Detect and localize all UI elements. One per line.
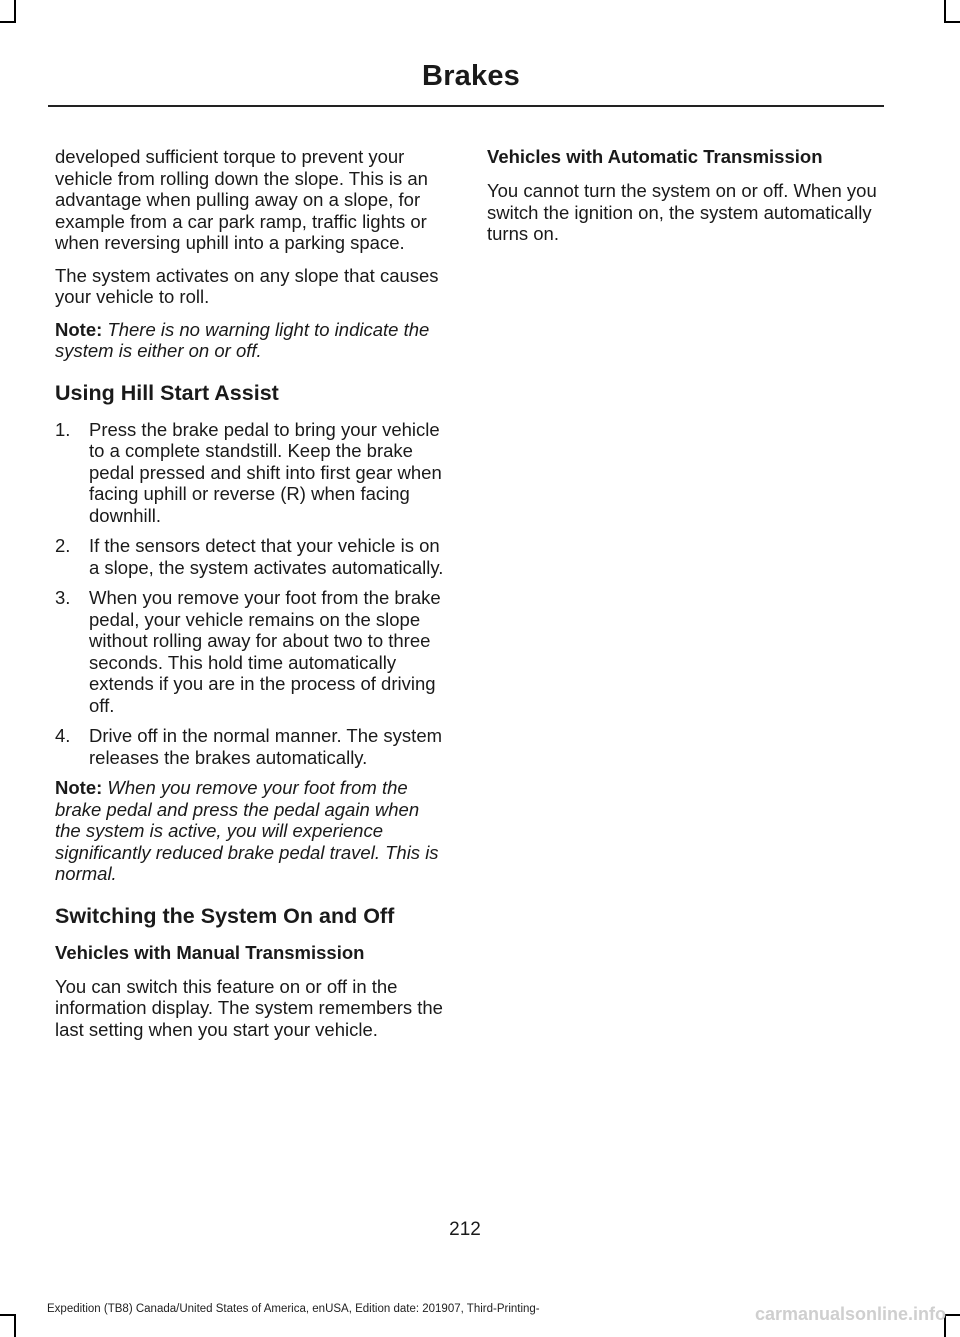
step-number: 3. xyxy=(55,587,71,608)
crop-mark-top-right-horizontal xyxy=(944,21,960,23)
subheading-automatic-transmission: Vehicles with Automatic Transmission xyxy=(487,146,823,167)
note-label: Note: xyxy=(55,777,103,798)
crop-mark-bottom-right-horizontal xyxy=(944,1314,960,1316)
right-column xyxy=(487,146,887,256)
page-title: Brakes xyxy=(422,60,520,92)
section-heading-switching-system: Switching the System On and Off xyxy=(55,903,395,928)
manual-transmission-paragraph: You can switch this feature on or off in the information display. The system remembers the last setting when you start your vehicle. xyxy=(55,975,443,1040)
crop-mark-bottom-left-horizontal xyxy=(0,1314,16,1316)
step-number: 1. xyxy=(55,418,71,440)
automatic-transmission-paragraph: You cannot turn the system on or off. When you switch the ignition on, the system automatically turns on. xyxy=(487,180,877,244)
subheading-manual-transmission: Vehicles with Manual Transmission xyxy=(55,941,365,963)
step-text: Drive off in the normal manner. The system releases the brakes automatically. xyxy=(89,725,443,768)
step-number: 4. xyxy=(55,725,71,746)
crop-mark-top-right-vertical xyxy=(944,0,946,22)
list-item xyxy=(55,419,448,527)
note-label: Note: xyxy=(55,318,103,340)
crop-mark-bottom-left-vertical xyxy=(14,1316,16,1337)
intro-paragraph: developed sufficient torque to prevent your vehicle from rolling down the slope. This is an advantage when pulling away on a slope, for example from a car park ramp, traffic lights or when reversing uphill into a parking space. xyxy=(55,146,428,253)
activation-paragraph: The system activates on any slope that causes your vehicle to roll. xyxy=(55,264,439,307)
left-column xyxy=(55,146,448,1051)
step-text: When you remove your foot from the brake pedal, your vehicle remains on the slope without rolling away for about two to three seconds. This hold time automatically extends if you are in the process of driving off. xyxy=(89,587,441,716)
crop-mark-top-left-vertical xyxy=(14,0,16,22)
note-text: There is no warning light to indicate the system is either on or off. xyxy=(55,318,430,361)
watermark: carmanualsonline.info xyxy=(754,1304,946,1324)
crop-mark-top-left-horizontal xyxy=(0,21,16,23)
section-heading-using-hill-start-assist: Using Hill Start Assist xyxy=(55,380,279,405)
note-hill-start-light xyxy=(55,319,448,362)
page-number: 212 xyxy=(449,1219,481,1240)
list-item xyxy=(55,725,448,768)
step-text: Press the brake pedal to bring your vehicle to a complete standstill. Keep the brake pedal pressed and shift into first gear when facing uphill or reverse (R) when facing downhill. xyxy=(89,418,442,526)
edition-footer: Expedition (TB8) Canada/United States of America, enUSA, Edition date: 201907, Third-Printing- xyxy=(47,1303,540,1315)
note-pedal-travel xyxy=(55,777,448,885)
list-item xyxy=(55,587,448,716)
step-number: 2. xyxy=(55,535,71,556)
steps-list xyxy=(55,419,448,769)
step-text: If the sensors detect that your vehicle is on a slope, the system activates automatically. xyxy=(89,535,444,578)
note-text: When you remove your foot from the brake pedal and press the pedal again when the system is active, you will experience significantly reduced brake pedal travel. This is normal. xyxy=(55,777,439,884)
header-divider xyxy=(48,105,884,107)
list-item xyxy=(55,535,448,578)
